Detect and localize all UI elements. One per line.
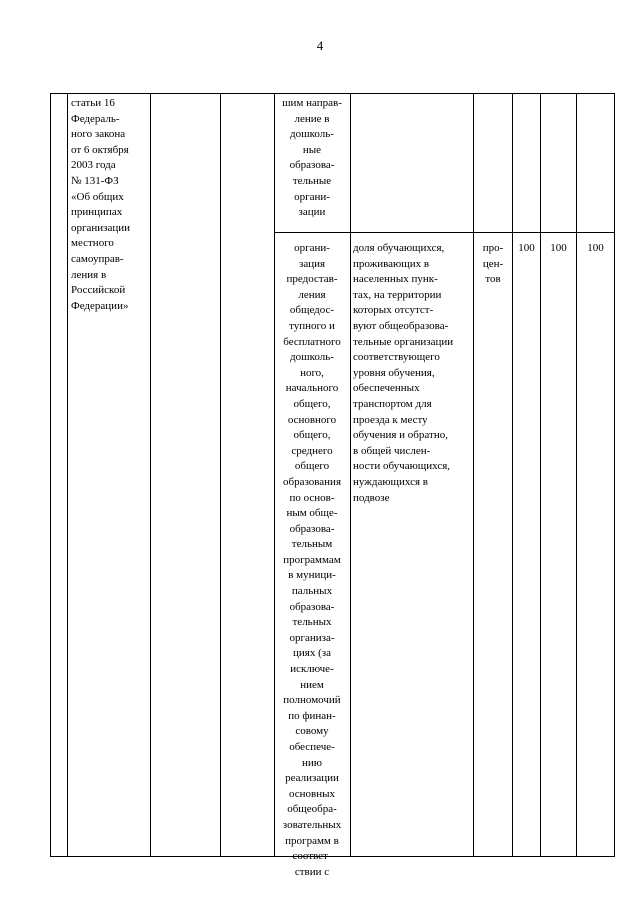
value-cell-3: 100 xyxy=(587,242,604,254)
document-table xyxy=(50,93,614,878)
column-rule xyxy=(576,93,577,857)
unit-cell: про- цен- тов xyxy=(482,242,504,286)
column-rule xyxy=(220,93,221,857)
indicator-cell: доля обучающихся, проживающих в населенных пунк- тах, на территории которых отсутст- вуют общеобразова- тельные организации соответствующего уровня обучения, обеспеченных транспортом для проезда к месту обучения и обратно, в общей числен- ности обучающихся, нуждающихся в подвозе xyxy=(353,242,454,504)
row-separator-rule xyxy=(274,232,614,233)
page-number: 4 xyxy=(316,38,324,53)
legal-basis-cell: статьи 16 Федераль- ного закона от 6 октября 2003 года № 131-ФЗ «Об общих принципах организации местного самоуправ- ления в Российской Федерации» xyxy=(71,97,131,312)
column-rule xyxy=(614,93,615,857)
column-rule xyxy=(540,93,541,857)
value-cell-2: 100 xyxy=(550,242,567,254)
column-rule xyxy=(50,93,51,857)
column-rule xyxy=(473,93,474,857)
column-rule xyxy=(150,93,151,857)
table-top-rule xyxy=(50,93,614,94)
authority-continuation-cell: шим направ- ление в дошколь- ные образова- тельные органи- зации xyxy=(282,97,342,219)
column-rule xyxy=(350,93,351,857)
column-rule xyxy=(67,93,68,857)
value-cell-1: 100 xyxy=(518,242,535,254)
column-rule xyxy=(512,93,513,857)
authority-cell: органи- зация предостав- ления общедос- тупного и бесплатного дошколь- ного, начального общего, основного общего, среднего общего образования по основ- ным обще- образова- тельным программам в муници- пальных образова- тельных организа- циях (за исключе- нием полномочий по финан- совому обеспече- нию реализации основных общеобра- зовательных программ в соответ- ствии с xyxy=(282,242,342,878)
